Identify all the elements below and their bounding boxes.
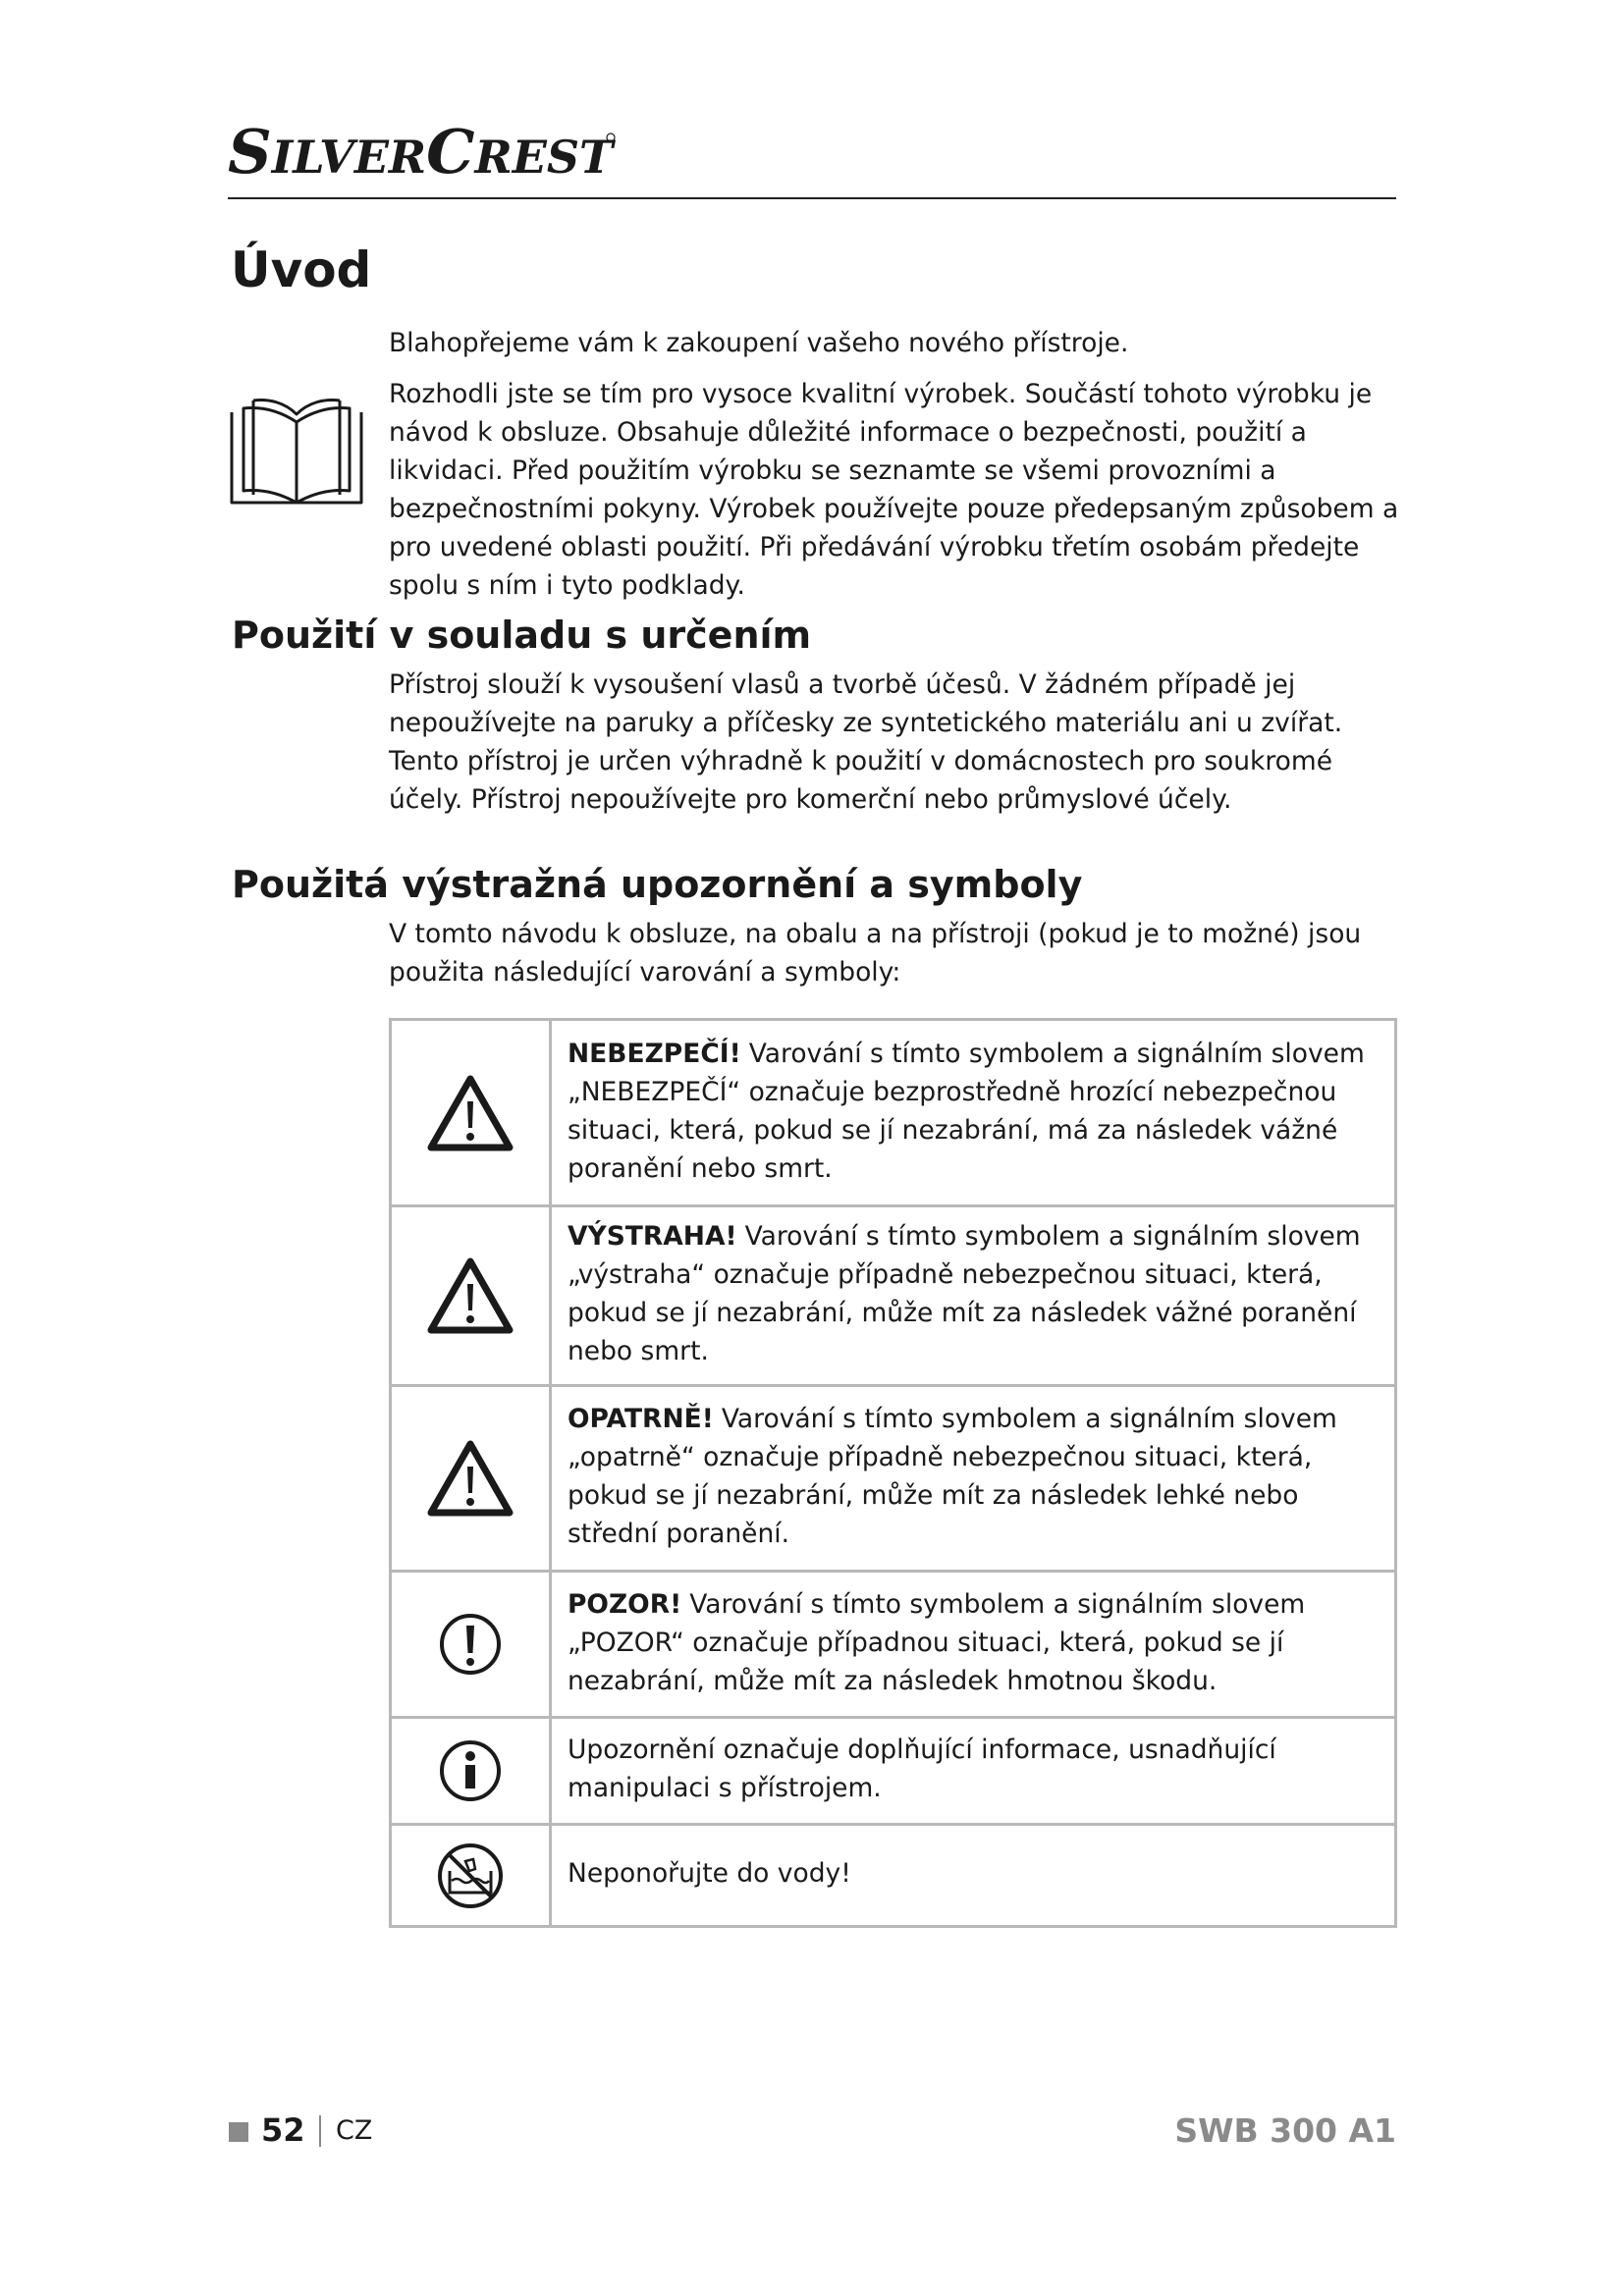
symbol-description: Varování s tímto symbolem a signálním slovem „NEBEZPEČÍ“ označuje bezprostředně hrozící nebezpečnou situaci, která, pokud se jí nezabrání, má za následek vážné poranění nebo smrt. bbox=[568, 1038, 1365, 1184]
footer-marker bbox=[229, 2122, 248, 2142]
symbol-description: Neponořujte do vody! bbox=[568, 1858, 851, 1889]
model-number: SWB 300 A1 bbox=[1174, 2111, 1396, 2150]
page-title: Úvod bbox=[231, 241, 372, 298]
table-row bbox=[391, 1825, 1396, 1927]
warnings-intro: V tomto návodu k obsluze, na obalu a na přístroji (pokud je to možné) jsou použita následující varování a symboly: bbox=[389, 919, 1362, 988]
exclamation-circle-icon bbox=[438, 1612, 503, 1677]
warning-triangle-icon bbox=[426, 1439, 514, 1518]
warning-triangle-icon bbox=[426, 1074, 514, 1152]
page-number: 52 bbox=[261, 2111, 305, 2149]
warnings-heading: Použitá výstražná upozornění a symboly bbox=[232, 863, 1083, 906]
warning-triangle-icon bbox=[426, 1256, 514, 1335]
intended-use-heading: Použití v souladu s určením bbox=[232, 614, 812, 657]
brand-logo bbox=[228, 116, 621, 185]
symbol-description: Varování s tímto symbolem a signálním slovem „opatrně“ označuje případně nebezpečnou situaci, která, pokud se jí nezabrání, může mít za následek lehké nebo střední poranění. bbox=[568, 1404, 1337, 1549]
signal-word: OPATRNĚ! bbox=[568, 1404, 714, 1434]
svg-text:SILVERCREST: SILVERCREST bbox=[228, 116, 614, 185]
intended-use-text: Přístroj slouží k vysoušení vlasů a tvorbě účesů. V žádném případě jej nepoužívejte na paruky a příčesky ze syntetického materiálu ani u zvířat. Tento přístroj je určen výhradně k použití v domácnostech pro soukromé účely. Přístroj nepoužívejte pro komerční nebo průmyslové účely. bbox=[389, 669, 1343, 815]
table-row bbox=[391, 1386, 1396, 1572]
table-row bbox=[391, 1572, 1396, 1718]
manual-book-icon bbox=[228, 393, 365, 508]
intro-paragraph-2: Rozhodli jste se tím pro vysoce kvalitní výrobek. Součástí tohoto výrobku je návod k obsluze. Obsahuje důležité informace o bezpečnosti, použití a likvidaci. Před použitím výrobku se seznamte se všemi provozními a bezpečnostními pokyny. Výrobek používejte pouze předepsaným způsobem a pro uvedené oblasti použití. Při předávání výrobku třetím osobám předejte spolu s ním i tyto podklady. bbox=[389, 379, 1399, 601]
warning-symbols-table bbox=[389, 1018, 1397, 1928]
no-water-immersion-icon bbox=[432, 1842, 509, 1910]
table-row bbox=[391, 1718, 1396, 1825]
signal-word: VÝSTRAHA! bbox=[568, 1221, 737, 1252]
info-circle-icon bbox=[438, 1738, 503, 1803]
symbol-description: Upozornění označuje doplňující informace, usnadňující manipulaci s přístrojem. bbox=[568, 1735, 1276, 1803]
signal-word: NEBEZPEČÍ! bbox=[568, 1038, 741, 1069]
language-code: CZ bbox=[336, 2115, 373, 2146]
signal-word: POZOR! bbox=[568, 1588, 682, 1620]
intro-paragraph-1: Blahopřejeme vám k zakoupení vašeho nového přístroje. bbox=[389, 328, 1129, 358]
header-rule bbox=[228, 197, 1396, 199]
symbol-description: Varování s tímto symbolem a signálním slovem „POZOR“ označuje případnou situaci, která, pokud se jí nezabrání, může mít za následek hmotnou škodu. bbox=[568, 1588, 1306, 1696]
footer-divider bbox=[319, 2115, 321, 2147]
table-row bbox=[391, 1206, 1396, 1386]
table-row bbox=[391, 1020, 1396, 1206]
symbol-description: Varování s tímto symbolem a signálním slovem „výstraha“ označuje případně nebezpečnou situaci, která, pokud se jí nezabrání, může mít za následek vážné poranění nebo smrt. bbox=[568, 1221, 1361, 1366]
